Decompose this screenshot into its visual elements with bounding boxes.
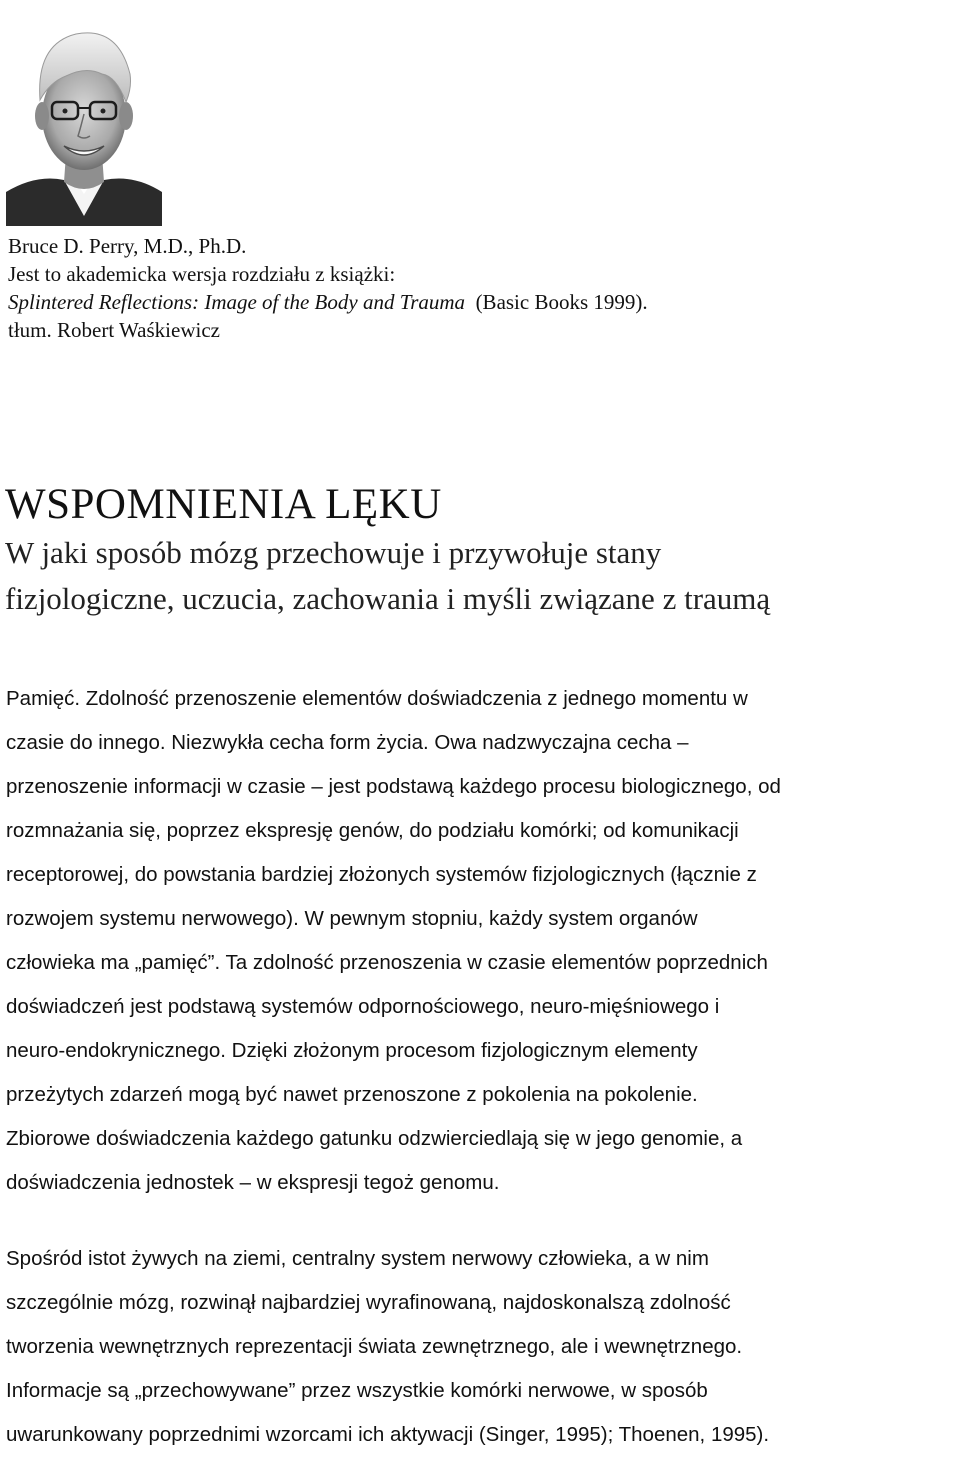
paragraph-line: doświadczeń jest podstawą systemów odpornościowego, neuro-mięśniowego i: [6, 995, 720, 1018]
source-citation: [8, 288, 648, 316]
author-name: Bruce D. Perry, M.D., Ph.D.: [8, 234, 247, 258]
paragraph-line: receptorowej, do powstania bardziej złożonych systemów fizjologicznych (łącznie z: [6, 863, 757, 886]
paragraph-line: uwarunkowany poprzednimi wzorcami ich aktywacji (Singer, 1995); Thoenen, 1995).: [6, 1423, 770, 1446]
paragraph-line: rozwojem systemu nerwowego). W pewnym stopniu, każdy system organów: [6, 907, 698, 930]
source-intro: Jest to akademicka wersja rozdziału z książki:: [8, 262, 396, 286]
paragraph-line: czasie do innego. Niezwykła cecha form życia. Owa nadzwyczajna cecha –: [6, 731, 689, 754]
paragraph-memory: [6, 677, 956, 1205]
paragraph-line: szczególnie mózg, rozwinął najbardziej wyrafinowaną, najdoskonalszą zdolność: [6, 1291, 731, 1314]
paragraph-line: neuro-endokrynicznego. Dzięki złożonym procesom fizjologicznym elementy: [6, 1039, 698, 1062]
paragraph-nervous-system: [6, 1237, 956, 1457]
paragraph-line: tworzenia wewnętrznych reprezentacji świata zewnętrznego, ale i wewnętrznego.: [6, 1335, 743, 1358]
document-metadata: [8, 232, 648, 344]
paragraph-line: przeżytych zdarzeń mogą być nawet przenoszone z pokolenia na pokolenie.: [6, 1083, 698, 1106]
paragraph-line: Zbiorowe doświadczenia każdego gatunku odzwierciedlają się w jego genomie, a: [6, 1127, 743, 1150]
document-subtitle: [5, 530, 770, 622]
book-title: Splintered Reflections: Image of the Body and Trauma: [8, 290, 466, 314]
publisher-info: (Basic Books 1999).: [475, 290, 648, 314]
subtitle-line: fizjologiczne, uczucia, zachowania i myśli związane z traumą: [5, 581, 771, 616]
author-photo: [6, 4, 162, 226]
author-portrait-image: [6, 4, 162, 226]
paragraph-line: rozmnażania się, poprzez ekspresję genów, do podziału komórki; od komunikacji: [6, 819, 739, 842]
paragraph-line: Informacje są „przechowywane” przez wszystkie komórki nerwowe, w sposób: [6, 1379, 708, 1402]
paragraph-line: doświadczenia jednostek – w ekspresji tegoż genomu.: [6, 1171, 500, 1194]
paragraph-line: Pamięć. Zdolność przenoszenie elementów doświadczenia z jednego momentu w: [6, 687, 748, 710]
paragraph-line: Spośród istot żywych na ziemi, centralny system nerwowy człowieka, a w nim: [6, 1247, 709, 1270]
subtitle-line: W jaki sposób mózg przechowuje i przywołuje stany: [5, 535, 662, 570]
paragraph-line: przenoszenie informacji w czasie – jest podstawą każdego procesu biologicznego, od: [6, 775, 781, 798]
document-title: WSPOMNIENIA LĘKU: [5, 481, 442, 528]
paragraph-line: człowieka ma „pamięć”. Ta zdolność przenoszenia w czasie elementów poprzednich: [6, 951, 768, 974]
translator-credit: tłum. Robert Waśkiewicz: [8, 318, 220, 342]
